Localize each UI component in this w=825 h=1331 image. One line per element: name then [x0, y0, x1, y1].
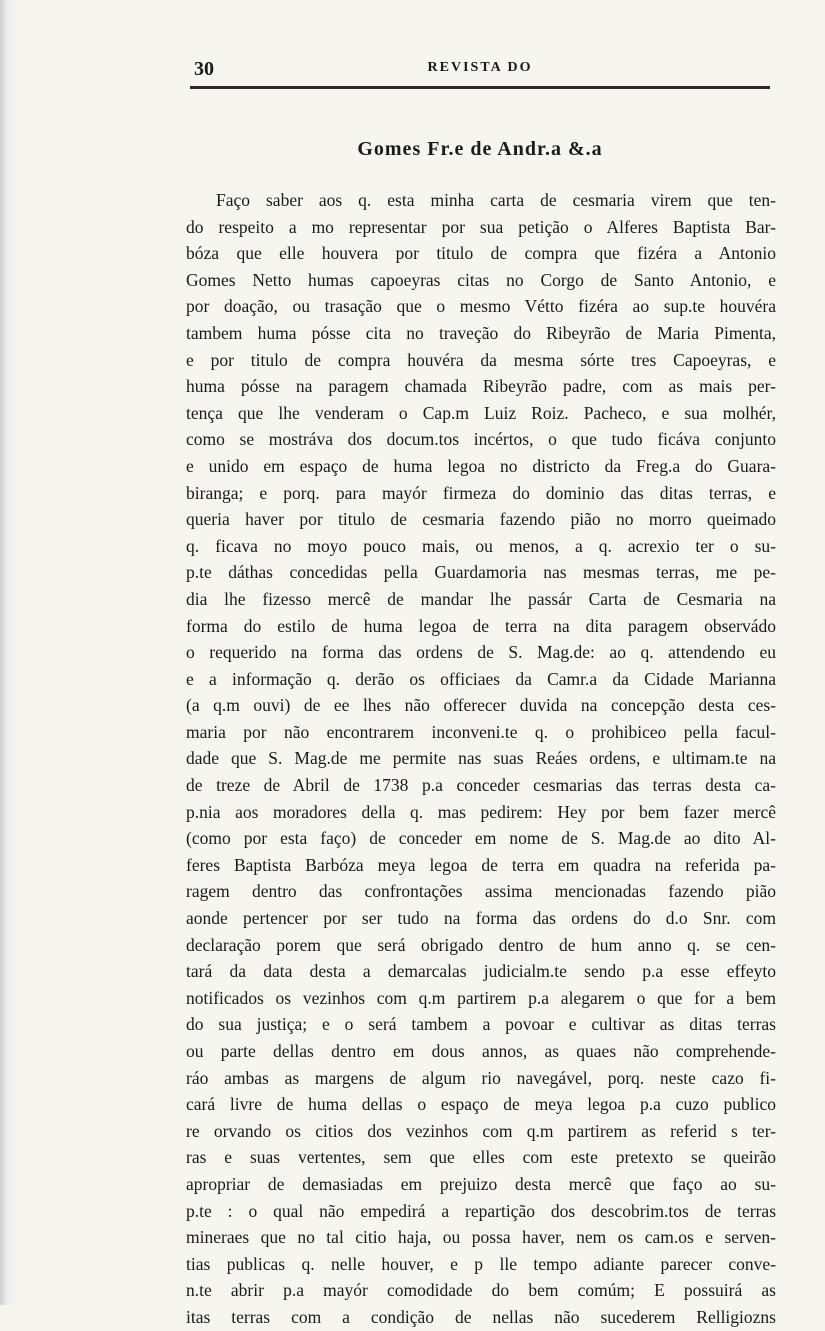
page-binding-edge — [0, 0, 22, 1305]
text-line: ragem dentro das confrontações assima mencionadas fazendo pião — [186, 881, 776, 902]
text-line: ráo ambas as margens de algum rio navegável, porq. neste cazo fi- — [186, 1067, 776, 1088]
text-line: maria por não encontrarem inconveni.te q. o prohibiceo pella facul- — [186, 721, 776, 742]
text-line: do sua justiça; e o será tambem a povoar e cultivar as ditas terras — [186, 1014, 776, 1035]
page-header — [190, 58, 770, 80]
text-line: por doação, ou trasação que o mesmo Vétto fizéra ao sup.te houvéra — [186, 296, 776, 317]
text-line: apropriar de demasiadas em prejuizo desta mercê que faço ao su- — [186, 1173, 776, 1194]
text-line: dade que S. Mag.de me permite nas suas Reáes ordens, e ultimam.te na — [186, 748, 776, 769]
text-line: mineraes que no tal citio haja, ou possa haver, nem os cam.os e serven- — [186, 1227, 776, 1248]
text-line: p.nia aos moradores della q. mas pedirem: Hey por bem fazer mercê — [186, 801, 776, 822]
text-line: q. ficava no moyo pouco mais, ou menos, a q. acrexio ter o su- — [186, 535, 776, 556]
text-line: (como por esta faço) de conceder em nome de S. Mag.de ao dito Al- — [186, 828, 776, 849]
text-line: n.te abrir p.a mayór comodidade do bem comúm; E possuirá as — [186, 1280, 776, 1301]
page-number: 30 — [194, 58, 214, 80]
text-line: tará da data desta a demarcalas judicialm.te sendo p.a esse effeyto — [186, 961, 776, 982]
text-line: e por titulo de compra houvéra da mesma sórte tres Capoeyras, e — [186, 349, 776, 370]
text-line: re orvando os citios dos vezinhos com q.m partirem as referid s ter- — [186, 1120, 776, 1141]
text-line: forma do estilo de huma legoa de terra na dita paragem observádo — [186, 615, 776, 636]
text-line: declaração porem que será obrigado dentro de hum anno q. se cen- — [186, 934, 776, 955]
text-line: p.te : o qual não empedirá a repartição dos descobrim.tos de terras — [186, 1200, 776, 1221]
text-line: biranga; e porq. para mayór firmeza do dominio das ditas terras, e — [186, 482, 776, 503]
text-line: ou parte dellas dentro em dous annos, as quaes não comprehende- — [186, 1041, 776, 1061]
running-head: REVISTA DO — [427, 60, 533, 75]
text-line: huma pósse na paragem chamada Ribeyrão padre, com as mais per- — [186, 376, 776, 397]
text-line: e unido em espaço de huma legoa no districto da Freg.a do Guara- — [186, 455, 776, 476]
text-line: notificados os vezinhos com q.m partirem p.a alegarem o que for a bem — [186, 987, 776, 1008]
text-line: itas terras com a condição de nellas não sucederem Relligiozns — [186, 1306, 776, 1327]
header-rule — [190, 86, 770, 89]
text-line: queria haver por titulo de cesmaria fazendo pião no morro queimado — [186, 509, 776, 530]
text-line: tambem huma pósse cita no traveção do Ribeyrão de Maria Pimenta, — [186, 322, 776, 343]
text-line: e a informação q. derão os officiaes da Camr.a da Cidade Marianna — [186, 668, 776, 689]
text-line: ras e suas vertentes, sem que elles com este pretexto se queirão — [186, 1147, 776, 1168]
text-line: p.te dáthas concedidas pella Guardamoria nas mesmas terras, me pe- — [186, 562, 776, 583]
body-text — [186, 187, 776, 1331]
text-line: como se mostráva dos docum.tos incértos, o que tudo ficáva conjunto — [186, 429, 776, 450]
text-line: tias publicas q. nelle houver, e p lle tempo adiante parecer conve- — [186, 1253, 776, 1274]
text-line: dia lhe fizesso mercê de mandar lhe passár Carta de Cesmaria na — [186, 588, 776, 609]
text-line: tença que lhe venderam o Cap.m Luiz Roiz. Pacheco, e sua molhér, — [186, 402, 776, 423]
text-line: do respeito a mo representar por sua petição o Alferes Baptista Bar- — [186, 216, 776, 237]
document-title: Gomes Fr.e de Andr.a &.a — [357, 138, 603, 160]
text-line: (a q.m ouvi) de ee lhes não offerecer duvida na concepção desta ces- — [186, 695, 776, 716]
text-line: o requerido na forma das ordens de S. Mag.de: ao q. attendendo eu — [186, 642, 776, 663]
text-line: bóza que elle houvera por titulo de compra que fizéra a Antonio — [186, 243, 776, 264]
text-line: de treze de Abril de 1738 p.a conceder cesmarias das terras desta ca- — [186, 775, 776, 796]
text-line: aonde pertencer por ser tudo na forma das ordens do d.o Snr. com — [186, 908, 776, 929]
text-line: Faço saber aos q. esta minha carta de cesmaria virem que ten- — [216, 190, 776, 210]
text-line: Gomes Netto humas capoeyras citas no Corgo de Santo Antonio, e — [186, 269, 776, 290]
text-line: feres Baptista Barbóza meya legoa de terra em quadra na referida pa- — [186, 854, 776, 875]
text-line: cará livre de huma dellas o espaço de meya legoa p.a cuzo publico — [186, 1094, 776, 1115]
